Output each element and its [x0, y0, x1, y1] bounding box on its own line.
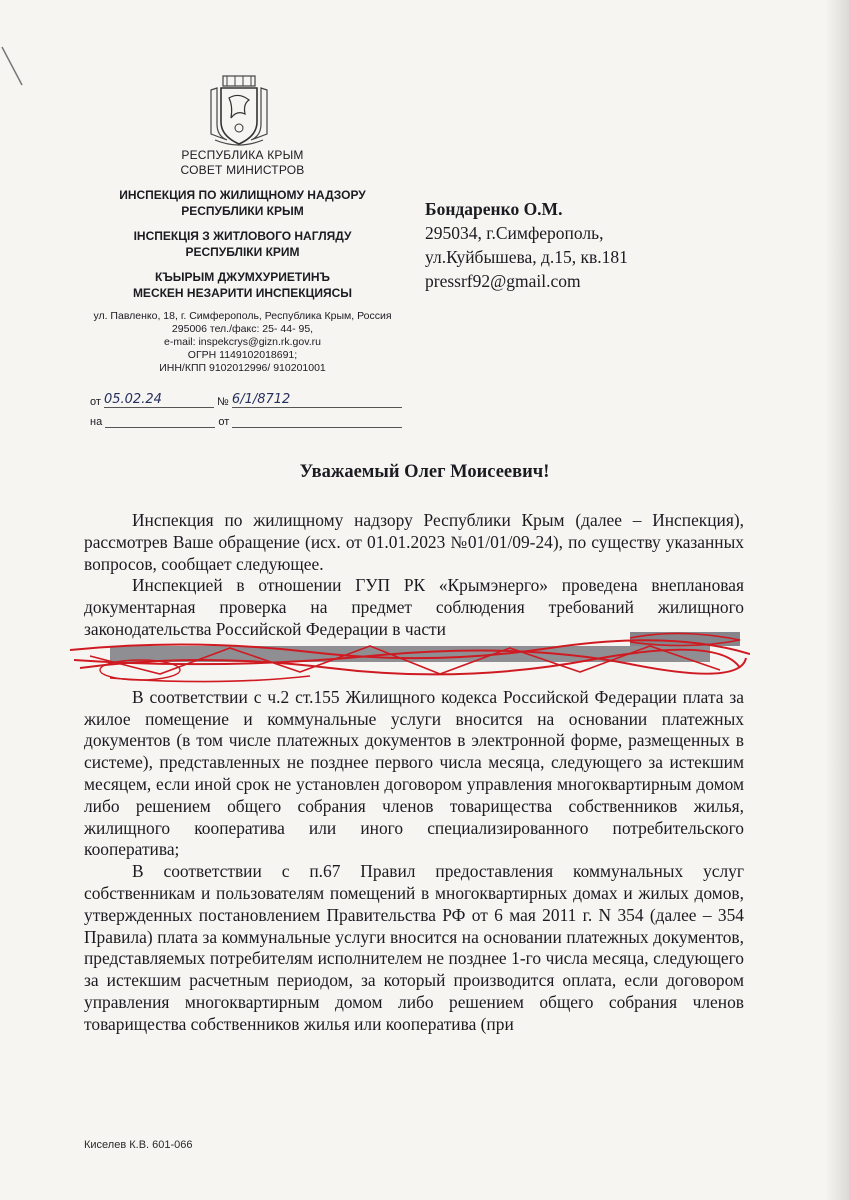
salutation: Уважаемый Олег Моисеевич! — [299, 462, 550, 482]
letter-body — [84, 510, 744, 1036]
letterhead-email: e-mail: inspekcrys@gizn.rk.gov.ru — [164, 336, 321, 348]
paragraph-2: Инспекцией в отношении ГУП РК «Крымэнерго» проведена внеплановая документарная проверка на предмет соблюдения требований жилищного законодательства Российской Федерации в части — [84, 575, 744, 639]
recipient-email: pressrf92@gmail.com — [425, 271, 581, 291]
letterhead-republic: РЕСПУБЛИКА КРЫМ — [181, 148, 304, 162]
reg-from-prefix: от — [90, 396, 101, 408]
executor-footer: Киселев К.В. 601-066 — [84, 1139, 193, 1151]
letterhead-org-ru-2: РЕСПУБЛИКИ КРЫМ — [181, 204, 304, 218]
letterhead-org-ru-1: ИНСПЕКЦИЯ ПО ЖИЛИЩНОМУ НАДЗОРУ — [119, 188, 366, 202]
reg-to-from: от — [218, 416, 230, 428]
paragraph-3: В соответствии с ч.2 ст.155 Жилищного кодекса Российской Федерации плата за жилое помещение и коммунальные услуги вносится на основании платежных документов (в том числе платежных документов в электронной форме, размещенных в системе), представленных не позднее первого числа месяца, следующего за истекшим месяцем, если иной срок не установлен договором управления многоквартирным домом либо решением общего собрания членов товарищества собственников жилья, жилищного кооператива или иного специализированного потребительского кооператива; — [84, 686, 744, 860]
reg-number-handwritten: 6/1/8712 — [231, 392, 291, 407]
scan-corner-mark — [0, 45, 30, 105]
outgoing-registration — [90, 392, 402, 408]
letterhead-org-crh-1: КЪЫРЫМ ДЖУМХУРИЕТИНЪ — [155, 270, 330, 284]
letterhead-ogrn: ОГРН 1149102018691; — [187, 349, 298, 361]
reg-to-prefix: на — [90, 416, 103, 428]
letterhead-address: ул. Павленко, 18, г. Симферополь, Республика Крым, Россия — [93, 310, 392, 322]
letterhead-org-crh-2: МЕСКЕН НЕЗАРИТИ ИНСПЕКЦИЯСЫ — [132, 286, 353, 300]
reg-date-handwritten: 05.02.24 — [103, 392, 162, 407]
paragraph-4: В соответствии с п.67 Правил предоставления коммунальных услуг собственникам и пользователям помещений в многоквартирных домах и жилых домов, утвержденных постановлением Правительства РФ от 6 мая 2011 г. N 354 (далее – 354 Правила) плата за коммунальные услуги вносится на основании платежных документов, представляемых потребителям исполнителем не позднее 1-го числа месяца, следующего за истекшим расчетным периодом, за который производится оплата, если договором управления многоквартирным домом либо решением общего собрания членов товарищества собственников жилья или кооператива (при — [84, 861, 744, 1034]
letterhead-phone: 295006 тел./факс: 25- 44- 95, — [171, 323, 314, 335]
redaction-scribble — [70, 630, 750, 686]
incoming-reference — [90, 416, 402, 428]
letterhead-inn: ИНН/КПП 9102012996/ 910201001 — [159, 362, 326, 374]
letterhead-org-ua-2: РЕСПУБЛІКИ КРИМ — [185, 245, 300, 259]
letterhead-council: СОВЕТ МИНИСТРОВ — [180, 163, 305, 177]
page-edge-shadow — [827, 0, 849, 1200]
paragraph-1: Инспекция по жилищному надзору Республики Крым (далее – Инспекция), рассмотрев Ваше обращение (исх. от 01.01.2023 №01/01/09-24), по существу указанных вопросов, сообщает следующее. — [84, 510, 744, 574]
letterhead — [75, 148, 410, 375]
crimea-coat-of-arms-icon — [205, 74, 273, 148]
recipient-name: Бондаренко О.М. — [425, 199, 563, 219]
recipient-address-line2: ул.Куйбышева, д.15, кв.181 — [425, 247, 628, 267]
recipient-block — [425, 197, 628, 293]
recipient-address-line1: 295034, г.Симферополь, — [425, 223, 604, 243]
reg-number-prefix: № — [217, 396, 229, 408]
letterhead-org-ua-1: ІНСПЕКЦІЯ З ЖИТЛОВОГО НАГЛЯДУ — [133, 229, 352, 243]
